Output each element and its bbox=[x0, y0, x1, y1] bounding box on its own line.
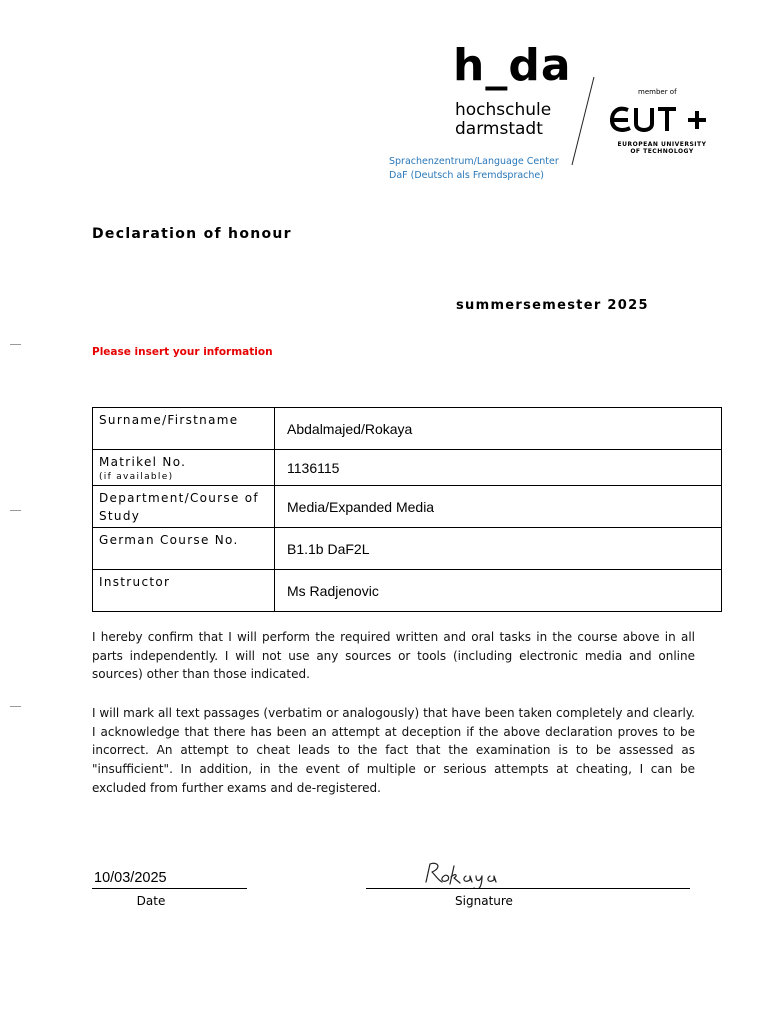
date-value[interactable]: 10/03/2025 bbox=[94, 870, 167, 886]
value-department-course[interactable] bbox=[275, 486, 722, 528]
row-sublabel: (if available) bbox=[99, 472, 174, 482]
table-row bbox=[93, 486, 722, 528]
row-value: Media/Expanded Media bbox=[287, 498, 435, 515]
signature-underline bbox=[366, 888, 690, 889]
eut-caption-line-1: EUROPEAN UNIVERSITY bbox=[617, 141, 707, 148]
row-label: Matrikel No. bbox=[99, 455, 187, 469]
signature-label: Signature bbox=[455, 894, 513, 908]
value-german-course-no[interactable] bbox=[275, 528, 722, 570]
row-value: 1136115 bbox=[287, 459, 340, 476]
row-label: Instructor bbox=[99, 575, 171, 589]
row-label: Surname/Firstname bbox=[99, 413, 239, 427]
hda-logo-line-darmstadt: darmstadt bbox=[455, 119, 543, 139]
eut-plus-logo-icon bbox=[608, 100, 716, 138]
value-matrikel-no[interactable] bbox=[275, 450, 722, 486]
language-center-label bbox=[389, 155, 559, 183]
value-instructor[interactable] bbox=[275, 570, 722, 612]
instruction-text: Please insert your information bbox=[92, 346, 273, 358]
date-label: Date bbox=[136, 894, 166, 908]
table-row bbox=[93, 528, 722, 570]
eut-caption-line-2: OF TECHNOLOGY bbox=[630, 148, 694, 155]
row-value: Abdalmajed/Rokaya bbox=[287, 420, 413, 437]
margin-mark bbox=[10, 510, 21, 511]
member-of-label: member of bbox=[638, 88, 677, 96]
semester-label: summersemester 2025 bbox=[456, 298, 649, 313]
margin-mark bbox=[10, 344, 21, 345]
row-label: Department/Course of Study bbox=[99, 491, 259, 523]
language-center-line-1: Sprachenzentrum/Language Center bbox=[389, 156, 559, 167]
document-title: Declaration of honour bbox=[92, 226, 292, 242]
label-german-course-no bbox=[93, 528, 275, 570]
table-row bbox=[93, 570, 722, 612]
margin-mark bbox=[10, 706, 21, 707]
logo-divider-slash bbox=[570, 76, 596, 166]
hda-logo: h_da bbox=[453, 40, 572, 91]
label-matrikel-no bbox=[93, 450, 275, 486]
label-instructor bbox=[93, 570, 275, 612]
confirmation-paragraph: I hereby confirm that I will perform the required written and oral tasks in the course above in all parts independently. I will not use any sources or tools (including electronic media and online sources) other than those indicated. bbox=[92, 630, 695, 682]
label-surname-firstname bbox=[93, 408, 275, 450]
table-row bbox=[93, 450, 722, 486]
label-department-course bbox=[93, 486, 275, 528]
handwritten-signature bbox=[420, 858, 498, 888]
acknowledgement-paragraph: I will mark all text passages (verbatim or analogously) that have been taken completely and clearly. I acknowledge that there has been an attempt at deception if the above declaration proves to be incorrect. An attempt to cheat leads to the fact that the examination is to be assessed as "insufficient". In addition, in the event of multiple or serious attempts at cheating, I can be excluded from further exams and de-registered. bbox=[92, 706, 695, 795]
language-center-line-2: DaF (Deutsch als Fremdsprache) bbox=[389, 170, 544, 181]
value-surname-firstname[interactable] bbox=[275, 408, 722, 450]
table-row bbox=[93, 408, 722, 450]
eut-caption bbox=[608, 141, 716, 155]
row-value: Ms Radjenovic bbox=[287, 582, 379, 599]
hda-logo-line-hochschule: hochschule bbox=[455, 100, 552, 120]
row-label: German Course No. bbox=[99, 533, 239, 547]
student-info-table bbox=[92, 407, 722, 612]
date-underline bbox=[92, 888, 247, 889]
row-value: B1.1b DaF2L bbox=[287, 540, 370, 557]
